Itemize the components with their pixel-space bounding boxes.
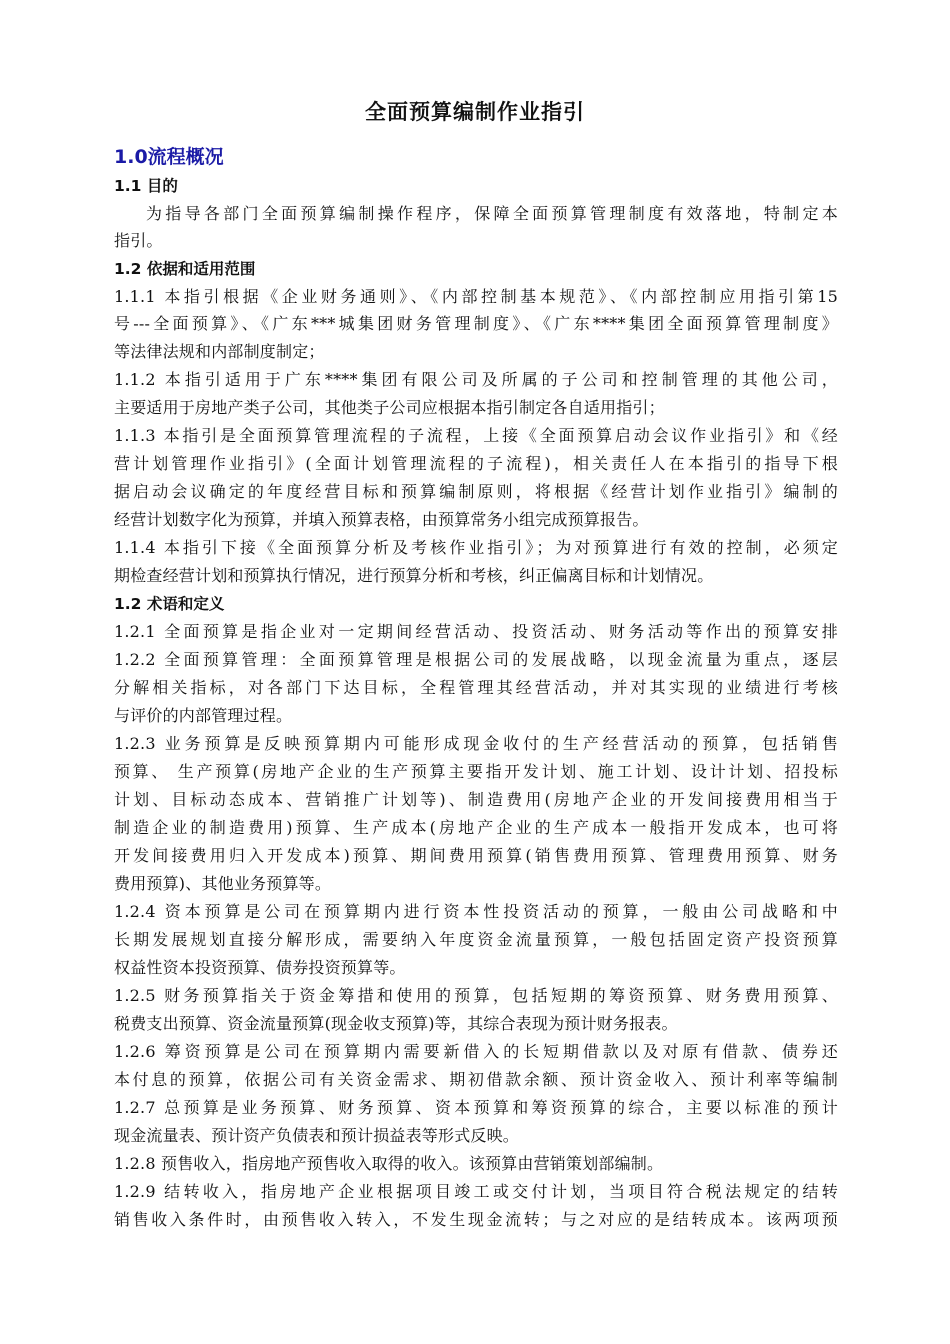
paragraph-line: 长期发展规划直接分解形成，需要纳入年度资金流量预算，一般包括固定资产投资预算 <box>114 930 838 949</box>
paragraph-line: 据启动会议确定的年度经营目标和预算编制原则，将根据《经营计划作业指引》编制的 <box>114 482 838 501</box>
heading-1-1: 1.1 目的 <box>114 177 178 195</box>
paragraph-line: 1.1.4 本指引下接《全面预算分析及考核作业指引》；为对预算进行有效的控制，必须定 <box>114 538 838 557</box>
paragraph-line: 权益性资本投资预算、债券投资预算等。 <box>114 958 406 977</box>
paragraph-line: 主要适用于房地产类子公司，其他类子公司应根据本指引制定各自适用指引； <box>114 398 665 417</box>
paragraph-line: 为指导各部门全面预算编制操作程序，保障全面预算管理制度有效落地，特制定本 <box>146 204 838 223</box>
heading-1-2-terms: 1.2 术语和定义 <box>114 595 225 613</box>
paragraph-line: 1.2.2 全面预算管理：全面预算管理是根据公司的发展战略，以现金流量为重点，逐层 <box>114 650 838 669</box>
paragraph-line: 1.2.7 总预算是业务预算、财务预算、资本预算和筹资预算的综合，主要以标准的预计 <box>114 1098 838 1117</box>
paragraph-line: 现金流量表、预计资产负债表和预计损益表等形式反映。 <box>114 1126 520 1145</box>
paragraph-line: 1.2.1 全面预算是指企业对一定期间经营活动、投资活动、财务活动等作出的预算安排 <box>114 622 838 641</box>
paragraph-line: 预算、 生产预算(房地产企业的生产预算主要指开发计划、施工计划、设计计划、招投标 <box>114 762 838 781</box>
paragraph-line: 制造企业的制造费用)预算、生产成本(房地产企业的生产成本一般指开发成本，也可将 <box>114 818 838 837</box>
paragraph-line: 指引。 <box>114 231 163 250</box>
paragraph-line: 1.1.1 本指引根据《企业财务通则》、《内部控制基本规范》、《内部控制应用指引第15 <box>114 287 838 306</box>
paragraph-line: 销售收入条件时，由预售收入转入，不发生现金流转；与之对应的是结转成本。该两项预 <box>114 1210 838 1229</box>
document-title: 全面预算编制作业指引 <box>365 100 585 124</box>
paragraph-line: 开发间接费用归入开发成本)预算、期间费用预算(销售费用预算、管理费用预算、财务 <box>114 846 838 865</box>
paragraph-line: 1.1.2 本指引适用于广东****集团有限公司及所属的子公司和控制管理的其他公司， <box>114 370 838 389</box>
paragraph-line: 本付息的预算，依据公司有关资金需求、期初借款余额、预计资金收入、预计利率等编制 <box>114 1070 838 1089</box>
paragraph-line: 号---全面预算》、《广东***城集团财务管理制度》、《广东****集团全面预算管理制度》 <box>114 314 838 333</box>
paragraph-line: 经营计划数字化为预算，并填入预算表格，由预算常务小组完成预算报告。 <box>114 510 649 529</box>
paragraph-line: 计划、目标动态成本、营销推广计划等)、制造费用(房地产企业的开发间接费用相当于 <box>114 790 838 809</box>
paragraph-line: 与评价的内部管理过程。 <box>114 706 293 725</box>
paragraph-line: 分解相关指标，对各部门下达目标，全程管理其经营活动，并对其实现的业绩进行考核 <box>114 678 838 697</box>
section-heading-1-0: 1.0流程概况 <box>114 146 224 168</box>
paragraph-line: 期检查经营计划和预算执行情况，进行预算分析和考核，纠正偏离目标和计划情况。 <box>114 566 714 585</box>
paragraph-line: 1.2.4 资本预算是公司在预算期内进行资本性投资活动的预算，一般由公司战略和中 <box>114 902 838 921</box>
paragraph-line: 税费支出预算、资金流量预算(现金收支预算)等，其综合表现为预计财务报表。 <box>114 1014 678 1033</box>
paragraph-line: 1.2.6 筹资预算是公司在预算期内需要新借入的长短期借款以及对原有借款、债券还 <box>114 1042 838 1061</box>
paragraph-line: 1.2.3 业务预算是反映预算期内可能形成现金收付的生产经营活动的预算，包括销售 <box>114 734 838 753</box>
paragraph-line: 1.1.3 本指引是全面预算管理流程的子流程，上接《全面预算启动会议作业指引》和《经 <box>114 426 838 445</box>
paragraph-line: 等法律法规和内部制度制定； <box>114 342 325 361</box>
paragraph-line: 1.2.5 财务预算指关于资金筹措和使用的预算，包括短期的筹资预算、财务费用预算、 <box>114 986 838 1005</box>
paragraph-line: 1.2.8 预售收入，指房地产预售收入取得的收入。该预算由营销策划部编制。 <box>114 1154 664 1173</box>
paragraph-line: 费用预算)、其他业务预算等。 <box>114 874 332 893</box>
paragraph-line: 1.2.9 结转收入，指房地产企业根据项目竣工或交付计划，当项目符合税法规定的结转 <box>114 1182 838 1201</box>
heading-1-2: 1.2 依据和适用范围 <box>114 260 256 278</box>
paragraph-line: 营计划管理作业指引》(全面计划管理流程的子流程)，相关责任人在本指引的指导下根 <box>114 454 838 473</box>
